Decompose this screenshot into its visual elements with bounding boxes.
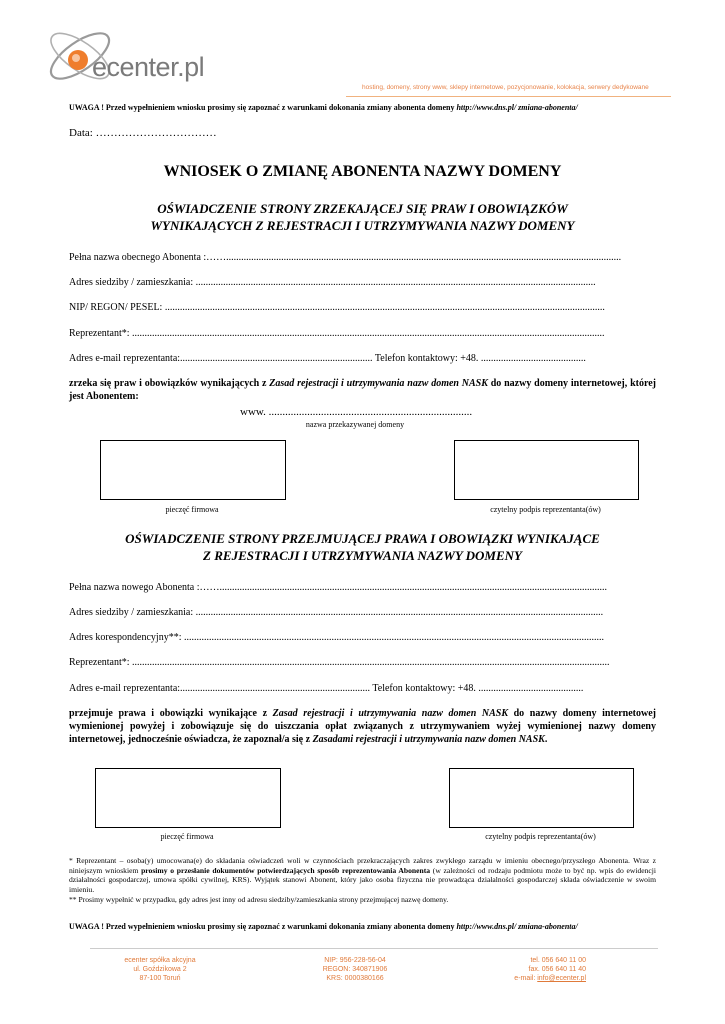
stamp-box-2[interactable] xyxy=(95,768,281,828)
section1-heading: OŚWIADCZENIE STRONY ZRZEKAJĄCEJ SIĘ PRAW I OBOWIĄZKÓW WYNIKAJĄCYCH Z REJESTRACJI I UTRZYMYWANIA NAZWY DOMENY xyxy=(150,201,575,233)
signature-caption-2: czytelny podpis reprezentanta(ów) xyxy=(485,832,596,841)
stamp-caption-2: pieczęć firmowa xyxy=(160,832,214,841)
domain-name-field[interactable]: www. .......................................................................... xyxy=(240,406,473,418)
warning-bottom: UWAGA ! Przed wypełnieniem wniosku prosimy się zapoznać z warunkami dokonania zmiany abonenta domeny http://www.dns.pl/ zmiana-abonenta/ xyxy=(69,922,578,931)
footer-company: ecenter spółka akcyjna ul. Goździkowa 2 87-100 Toruń xyxy=(124,957,196,982)
new-owner-name-field[interactable]: Pełna nazwa nowego Abonenta :……........................................................................................................................................................... xyxy=(69,582,608,593)
signature-box-2[interactable] xyxy=(449,768,634,828)
signature-caption-1: czytelny podpis reprezentanta(ów) xyxy=(490,505,601,514)
current-owner-address-field[interactable]: Adres siedziby / zamieszkania: ................................................................................................................................................................ xyxy=(69,277,596,288)
new-owner-email-phone-field[interactable]: Adres e-mail reprezentanta:............................................................................ Telefon kontaktowy: +48. .......................................... xyxy=(69,683,584,694)
footer-contact: tel. 056 640 11 00 fax. 056 640 11 40 e-mail: info@ecenter.pl xyxy=(514,957,586,982)
date-field[interactable]: Data: …………………………… xyxy=(69,127,217,139)
stamp-box-1[interactable] xyxy=(100,440,286,500)
form-title: WNIOSEK O ZMIANĘ ABONENTA NAZWY DOMENY xyxy=(163,163,562,180)
current-owner-name-field[interactable]: Pełna nazwa obecnego Abonenta :…….............................................................................................................................................................. xyxy=(69,252,622,263)
section2-statement: przejmuje prawa i obowiązki wynikające z Zasad rejestracji i utrzymywania nazw domen NASK do nazwy domeny internetowej wymienionej powyżej i zobowiązuje się do uiszczania opłat związanych z utrzymywaniem wyżej wymienionej nazwy domeny internetowej, jednocześnie oświadcza, że zapoznał/a się z Zasadami rejestracji i utrzymywania nazw domen NASK. xyxy=(69,708,656,745)
section1-statement: zrzeka się praw i obowiązków wynikających z Zasad rejestracji i utrzymywania nazw domen NASK do nazwy domeny internetowej, której jest Abonentem: xyxy=(69,378,656,402)
tagline: hosting, domeny, strony www, sklepy internetowe, pozycjonowanie, kolokacja, serwery dedykowane xyxy=(362,84,649,91)
warning-top: UWAGA ! Przed wypełnieniem wniosku prosimy się zapoznać z warunkami dokonania zmiany abonenta domeny http://www.dns.pl/ zmiana-abonenta/ xyxy=(69,103,578,112)
header-divider xyxy=(346,96,671,97)
warning-top-url[interactable]: http://www.dns.pl/ zmiana-abonenta/ xyxy=(456,103,578,112)
current-owner-email-phone-field[interactable]: Adres e-mail reprezentanta:............................................................................. Telefon kontaktowy: +48. .......................................... xyxy=(69,353,586,364)
logo xyxy=(40,18,220,88)
domain-caption: nazwa przekazywanej domeny xyxy=(305,420,405,429)
warning-bottom-url[interactable]: http://www.dns.pl/ zmiana-abonenta/ xyxy=(456,922,578,931)
current-owner-nip-field[interactable]: NIP/ REGON/ PESEL: ................................................................................................................................................................................ xyxy=(69,302,605,313)
footer-divider xyxy=(90,948,658,949)
footer-email-link[interactable]: info@ecenter.pl xyxy=(537,975,586,982)
current-owner-representative-field[interactable]: Reprezentant*: ............................................................................................................................................................................................. xyxy=(69,328,605,339)
signature-box-1[interactable] xyxy=(454,440,639,500)
footer-registry: NIP: 956-228-56-04 REGON: 340871906 KRS: 0000380166 xyxy=(322,957,388,982)
new-owner-address-field[interactable]: Adres siedziby / zamieszkania: ................................................................................................................................................................... xyxy=(69,607,604,618)
footnote-representative: * Reprezentant – osoba(y) umocowana(e) do składania oświadczeń woli w czynnościach przekraczających zakres zwykłego zarządu w imieniu obecnego/przyszłego Abonenta. Wraz z niniejszym wnioskiem prosimy o przesłanie dokumentów potwierdzających sposób reprezentowania Abonenta (w zależności od rodzaju podmiotu może to być np. wpis do ewidencji działalności gospodarczej, umowa spółki cywilnej, KRS). Wyjątek stanowi Abonent, który jako osoba fizyczna nie prowadząca działalności gospodarczej składa oświadczenie w swoim imieniu. xyxy=(69,856,657,894)
footnote-correspondence: ** Prosimy wypełnić w przypadku, gdy adres jest inny od adresu siedziby/zamieszkania strony przejmującej nazwę domeny. xyxy=(69,895,449,904)
new-owner-representative-field[interactable]: Reprezentant*: ............................................................................................................................................................................................... xyxy=(69,657,610,668)
logo-text: ecenter.pl xyxy=(92,52,205,82)
section2-heading: OŚWIADCZENIE STRONY PRZEJMUJĄCEJ PRAWA I OBOWIĄZKI WYNIKAJĄCE Z REJESTRACJI I UTRZYMYWANIA NAZWY DOMENY xyxy=(125,531,600,563)
stamp-caption-1: pieczęć firmowa xyxy=(165,505,219,514)
new-owner-correspondence-field[interactable]: Adres korespondencyjny**: ........................................................................................................................................................................ xyxy=(69,632,604,643)
